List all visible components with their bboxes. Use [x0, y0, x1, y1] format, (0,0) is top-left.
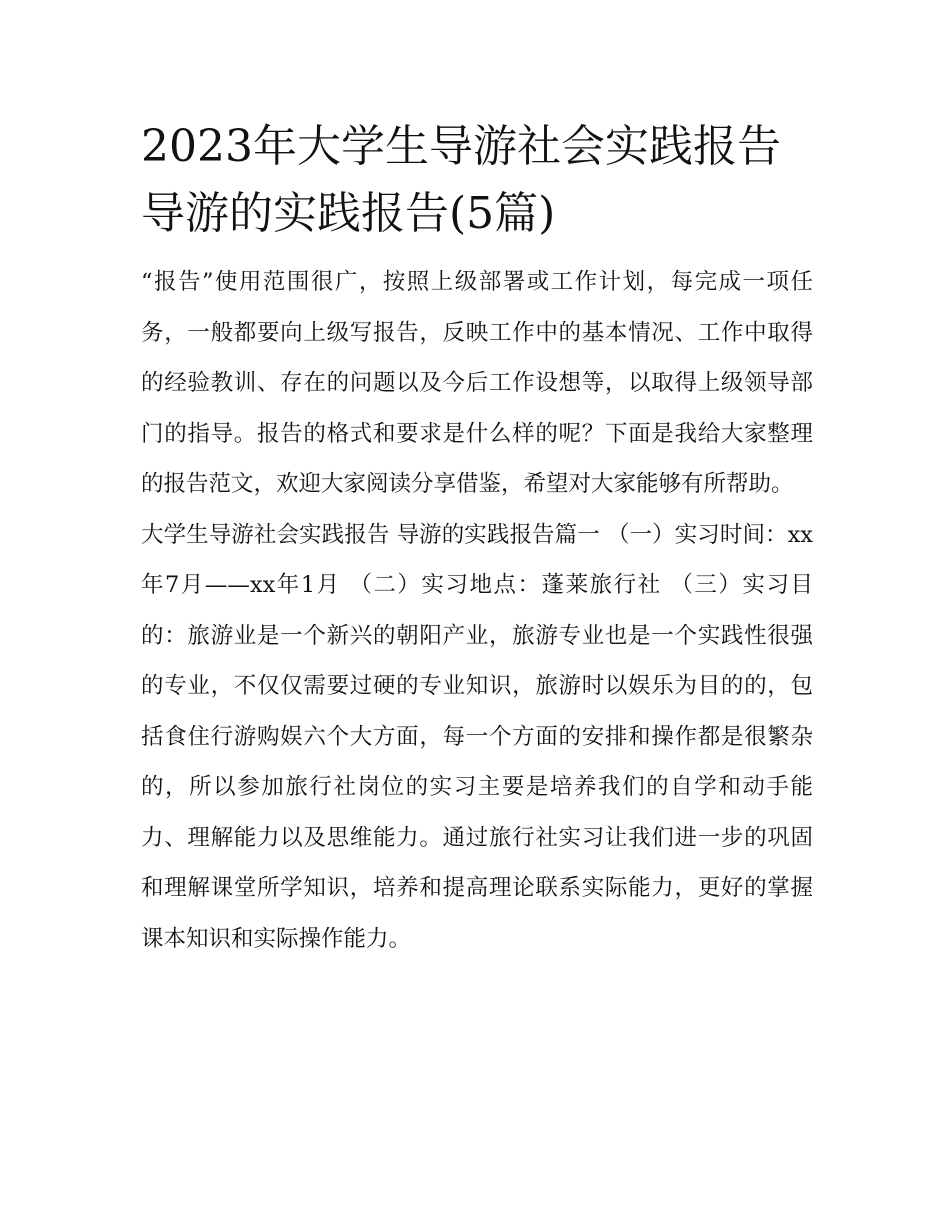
intro-paragraph: “报告”使用范围很广，按照上级部署或工作计划，每完成一项任务，一般都要向上级写报告，反映工作中的基本情况、工作中取得的经验教训、存在的问题以及今后工作设想等，以取得上级领导部门的指导。报告的格式和要求是什么样的呢？下面是我给大家整理的报告范文，欢迎大家阅读分享借鉴，希望对大家能够有所帮助。: [141, 269, 813, 497]
document-body: [141, 113, 813, 964]
document-title: 2023年大学生导游社会实践报告 导游的实践报告(5篇): [141, 121, 781, 239]
section-one-paragraph: 大学生导游社会实践报告 导游的实践报告篇一 （一）实习时间：xx年7月——xx年1月 （二）实习地点：蓬莱旅行社 （三）实习目的：旅游业是一个新兴的朝阳产业，旅游专业也是一个实践性很强的专业，不仅仅需要过硬的专业知识，旅游时以娱乐为目的的，包括食住行游购娱六个大方面，每一个方面的安排和操作都是很繁杂的，所以参加旅行社岗位的实习主要是培养我们的自学和动手能力、理解能力以及思维能力。通过旅行社实习让我们进一步的巩固和理解课堂所学知识，培养和提高理论联系实际能力，更好的掌握课本知识和实际操作能力。: [141, 521, 813, 952]
